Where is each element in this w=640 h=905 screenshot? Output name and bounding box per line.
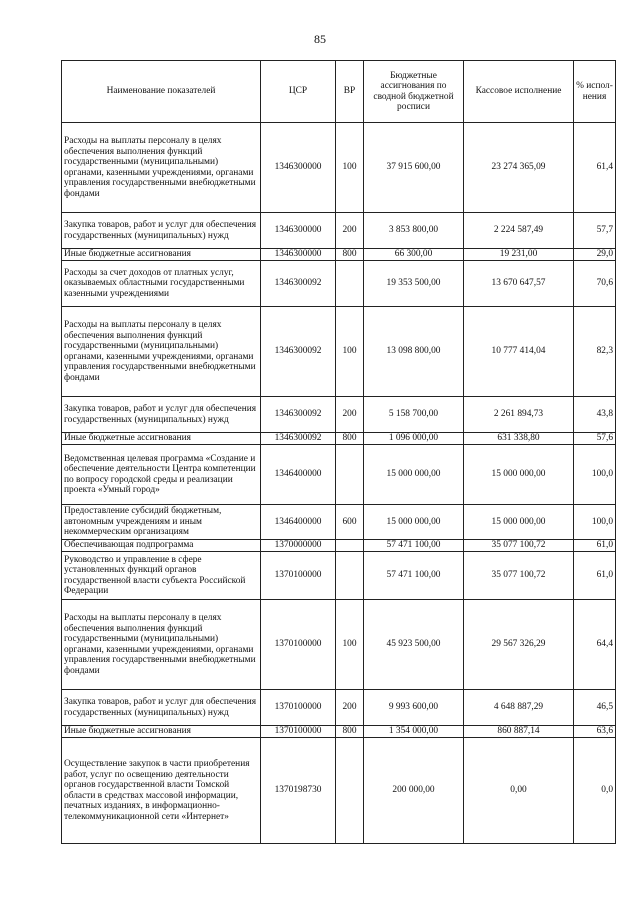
cell-vr — [336, 540, 364, 552]
cell-budget-allocation: 13 098 800,00 — [364, 307, 464, 397]
cell-indicator-name: Иные бюджетные ассигнования — [62, 726, 261, 738]
cell-execution-percent: 61,0 — [574, 540, 616, 552]
cell-execution-percent: 43,8 — [574, 397, 616, 433]
page-number: 85 — [314, 32, 326, 46]
cell-budget-allocation: 57 471 100,00 — [364, 540, 464, 552]
cell-cash-execution: 2 224 587,49 — [464, 213, 574, 249]
cell-vr — [336, 445, 364, 505]
cell-budget-allocation: 9 993 600,00 — [364, 690, 464, 726]
cell-execution-percent: 100,0 — [574, 445, 616, 505]
cell-vr: 200 — [336, 213, 364, 249]
cell-budget-allocation: 45 923 500,00 — [364, 600, 464, 690]
cell-execution-percent: 57,7 — [574, 213, 616, 249]
cell-cash-execution: 29 567 326,29 — [464, 600, 574, 690]
cell-vr: 200 — [336, 397, 364, 433]
cell-cash-execution: 10 777 414,04 — [464, 307, 574, 397]
header-vr: ВР — [336, 61, 364, 123]
cell-indicator-name: Иные бюджетные ассигнования — [62, 249, 261, 261]
cell-indicator-name: Руководство и управление в сфере установленных функций органов государственной власти субъекта Российской Федерации — [62, 552, 261, 600]
cell-indicator-name: Закупка товаров, работ и услуг для обеспечения государственных (муниципальных) нужд — [62, 690, 261, 726]
table-row — [62, 726, 616, 738]
header-budget-allocation: Бюджетные ассигнования по сводной бюджетной росписи — [364, 61, 464, 123]
cell-csr: 1346300092 — [261, 397, 336, 433]
cell-cash-execution: 2 261 894,73 — [464, 397, 574, 433]
header-execution-percent: % испол-нения — [574, 61, 616, 123]
cell-csr: 1346300000 — [261, 249, 336, 261]
cell-cash-execution: 35 077 100,72 — [464, 540, 574, 552]
header-cash-execution: Кассовое исполнение — [464, 61, 574, 123]
cell-indicator-name: Расходы за счет доходов от платных услуг, оказываемых областными государственными казенными учреждениями — [62, 261, 261, 307]
cell-csr: 1346400000 — [261, 445, 336, 505]
cell-cash-execution: 4 648 887,29 — [464, 690, 574, 726]
table-row — [62, 690, 616, 726]
cell-csr: 1370000000 — [261, 540, 336, 552]
cell-execution-percent: 64,4 — [574, 600, 616, 690]
cell-indicator-name: Расходы на выплаты персоналу в целях обеспечения выполнения функций государственными (муниципальными) органами, казенными учреждениями, органами управления государственными внебюджетными фондами — [62, 600, 261, 690]
header-csr: ЦСР — [261, 61, 336, 123]
cell-cash-execution: 35 077 100,72 — [464, 552, 574, 600]
table-row — [62, 261, 616, 307]
cell-budget-allocation: 1 096 000,00 — [364, 433, 464, 445]
table-row — [62, 213, 616, 249]
table-row — [62, 433, 616, 445]
table-row — [62, 600, 616, 690]
table-row — [62, 505, 616, 540]
cell-cash-execution: 19 231,00 — [464, 249, 574, 261]
cell-execution-percent: 63,6 — [574, 726, 616, 738]
cell-indicator-name: Осуществление закупок в части приобретения работ, услуг по освещению деятельности органов государственной власти Томской области в средствах массовой информации, печатных изданиях, в информационно-телекоммуникационной сети «Интернет» — [62, 738, 261, 844]
cell-cash-execution: 15 000 000,00 — [464, 505, 574, 540]
cell-vr — [336, 552, 364, 600]
table-header-row — [62, 61, 616, 123]
cell-execution-percent: 70,6 — [574, 261, 616, 307]
cell-budget-allocation: 200 000,00 — [364, 738, 464, 844]
cell-budget-allocation: 1 354 000,00 — [364, 726, 464, 738]
cell-budget-allocation: 5 158 700,00 — [364, 397, 464, 433]
cell-vr: 800 — [336, 726, 364, 738]
cell-vr: 100 — [336, 123, 364, 213]
cell-csr: 1370100000 — [261, 726, 336, 738]
table-row — [62, 738, 616, 844]
table-row — [62, 540, 616, 552]
cell-indicator-name: Ведомственная целевая программа «Создание и обеспечение деятельности Центра компетенции по вопросу городской среды и реализации проекта «Умный город» — [62, 445, 261, 505]
table-row — [62, 123, 616, 213]
cell-indicator-name: Закупка товаров, работ и услуг для обеспечения государственных (муниципальных) нужд — [62, 213, 261, 249]
cell-indicator-name: Предоставление субсидий бюджетным, автономным учреждениям и иным некоммерческим организациям — [62, 505, 261, 540]
table-row — [62, 249, 616, 261]
cell-vr: 200 — [336, 690, 364, 726]
cell-budget-allocation: 15 000 000,00 — [364, 445, 464, 505]
table-row — [62, 552, 616, 600]
cell-vr: 800 — [336, 249, 364, 261]
cell-budget-allocation: 19 353 500,00 — [364, 261, 464, 307]
cell-cash-execution: 23 274 365,09 — [464, 123, 574, 213]
cell-csr: 1346400000 — [261, 505, 336, 540]
cell-indicator-name: Обеспечивающая подпрограмма — [62, 540, 261, 552]
cell-budget-allocation: 37 915 600,00 — [364, 123, 464, 213]
cell-budget-allocation: 15 000 000,00 — [364, 505, 464, 540]
table-row — [62, 397, 616, 433]
cell-vr: 100 — [336, 307, 364, 397]
cell-execution-percent: 0,0 — [574, 738, 616, 844]
cell-csr: 1346300000 — [261, 123, 336, 213]
cell-execution-percent: 46,5 — [574, 690, 616, 726]
cell-vr — [336, 261, 364, 307]
cell-indicator-name: Закупка товаров, работ и услуг для обеспечения государственных (муниципальных) нужд — [62, 397, 261, 433]
cell-csr: 1346300092 — [261, 433, 336, 445]
cell-vr: 800 — [336, 433, 364, 445]
table-body — [62, 123, 616, 844]
cell-budget-allocation: 57 471 100,00 — [364, 552, 464, 600]
cell-execution-percent: 29,0 — [574, 249, 616, 261]
budget-table — [61, 60, 616, 844]
cell-execution-percent: 82,3 — [574, 307, 616, 397]
cell-execution-percent: 61,4 — [574, 123, 616, 213]
table-row — [62, 307, 616, 397]
cell-csr: 1346300092 — [261, 307, 336, 397]
cell-csr: 1370100000 — [261, 600, 336, 690]
cell-csr: 1370100000 — [261, 552, 336, 600]
cell-indicator-name: Расходы на выплаты персоналу в целях обеспечения выполнения функций государственными (муниципальными) органами, казенными учреждениями, органами управления государственными внебюджетными фондами — [62, 307, 261, 397]
cell-csr: 1370100000 — [261, 690, 336, 726]
cell-cash-execution: 0,00 — [464, 738, 574, 844]
cell-budget-allocation: 3 853 800,00 — [364, 213, 464, 249]
cell-vr — [336, 738, 364, 844]
cell-cash-execution: 631 338,80 — [464, 433, 574, 445]
cell-execution-percent: 61,0 — [574, 552, 616, 600]
cell-indicator-name: Иные бюджетные ассигнования — [62, 433, 261, 445]
cell-cash-execution: 13 670 647,57 — [464, 261, 574, 307]
header-indicator-name: Наименование показателей — [62, 61, 261, 123]
cell-csr: 1346300092 — [261, 261, 336, 307]
cell-budget-allocation: 66 300,00 — [364, 249, 464, 261]
cell-cash-execution: 15 000 000,00 — [464, 445, 574, 505]
cell-vr: 100 — [336, 600, 364, 690]
cell-csr: 1346300000 — [261, 213, 336, 249]
cell-execution-percent: 57,6 — [574, 433, 616, 445]
cell-vr: 600 — [336, 505, 364, 540]
cell-cash-execution: 860 887,14 — [464, 726, 574, 738]
table-row — [62, 445, 616, 505]
cell-execution-percent: 100,0 — [574, 505, 616, 540]
cell-indicator-name: Расходы на выплаты персоналу в целях обеспечения выполнения функций государственными (муниципальными) органами, казенными учреждениями, органами управления государственными внебюджетными фондами — [62, 123, 261, 213]
cell-csr: 1370198730 — [261, 738, 336, 844]
